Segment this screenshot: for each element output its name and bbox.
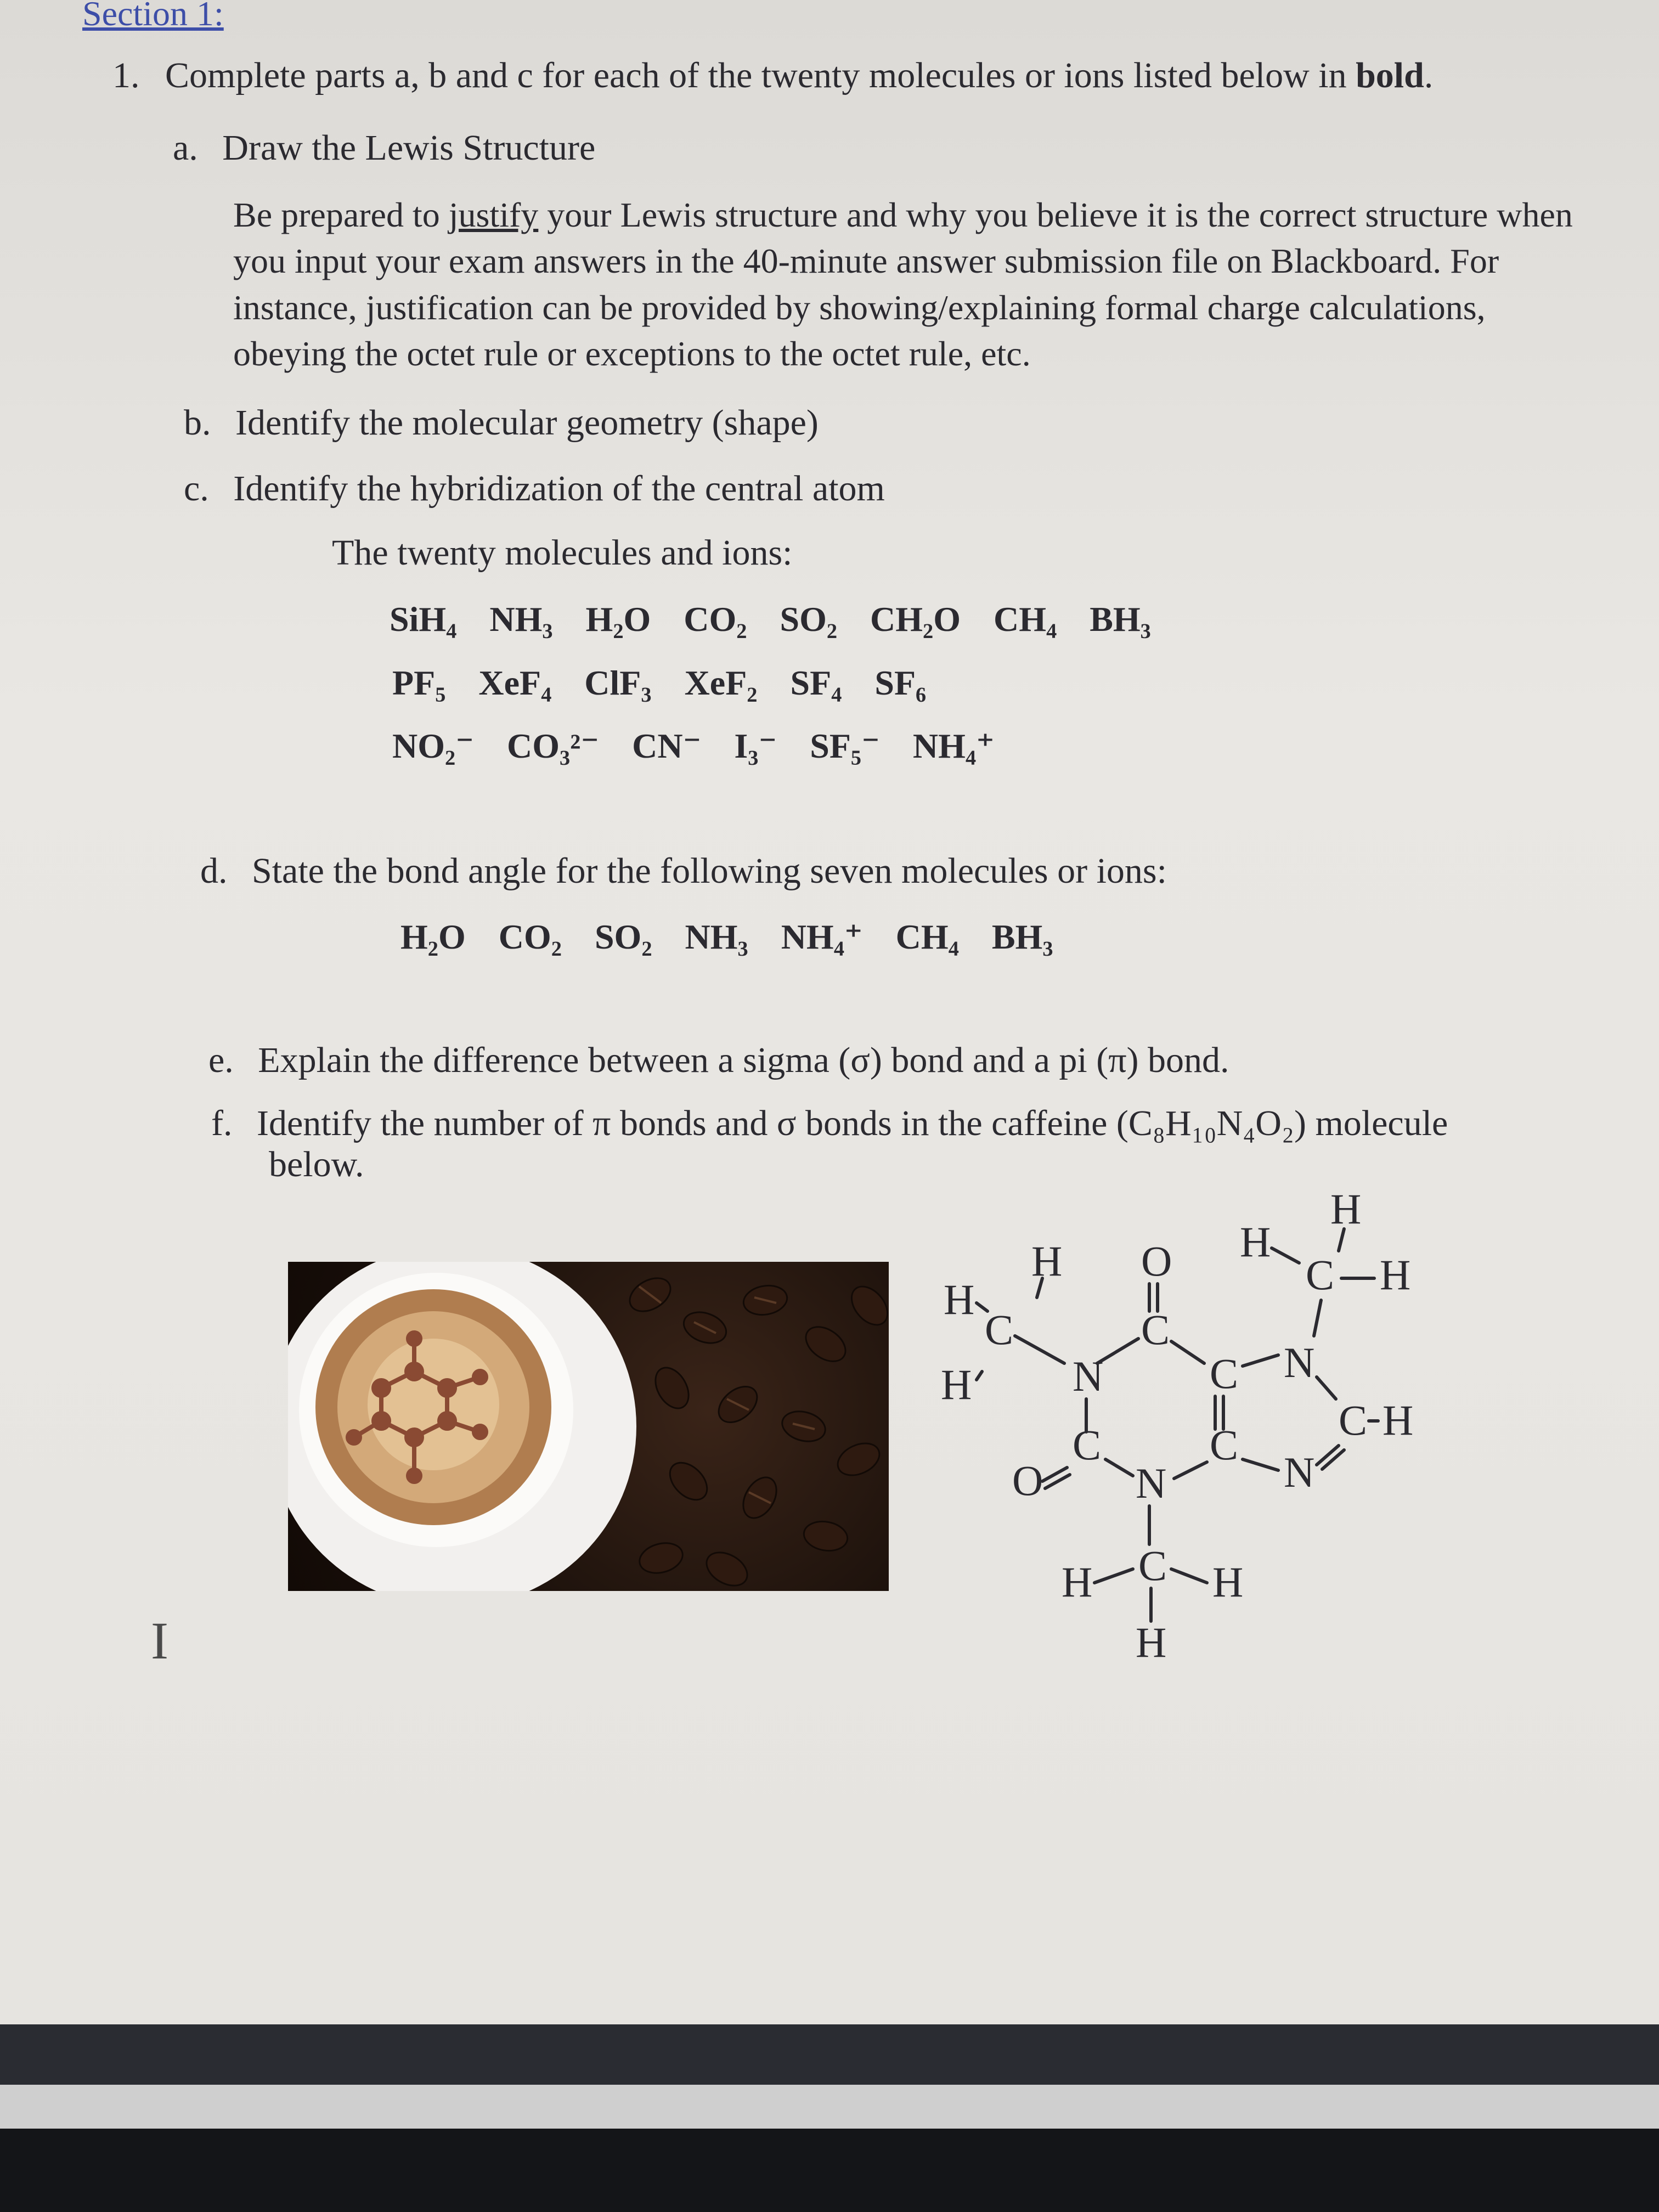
atom-c: C (1306, 1251, 1335, 1299)
atom-c: C (1141, 1306, 1170, 1353)
question-1 (112, 55, 1433, 97)
angle-molecule: H₂O (400, 917, 466, 956)
part-a-text: Draw the Lewis Structure (222, 128, 596, 168)
atom-h: H (1136, 1618, 1167, 1666)
angle-molecule: SO₂ (594, 917, 652, 956)
atom-n: N (1284, 1448, 1315, 1496)
angle-molecule: CO₂ (498, 917, 562, 956)
molecule: SF₄ (790, 663, 842, 702)
part-b-text: Identify the molecular geometry (shape) (235, 403, 819, 443)
atom-c: C (1210, 1421, 1239, 1469)
coffee-photo-art (288, 1262, 889, 1591)
atom-h: H (1383, 1396, 1414, 1444)
atom-o: O (1141, 1237, 1172, 1285)
question-bold: bold (1356, 55, 1424, 95)
atom-c: C (1210, 1350, 1239, 1397)
molecule: CO₂ (684, 600, 747, 639)
angle-molecule: BH₃ (991, 917, 1053, 956)
note-text-1: Be prepared to (233, 195, 449, 234)
molecule: NH₃ (489, 600, 553, 639)
molecule: SF₅⁻ (810, 726, 880, 765)
part-a-letter: a. (173, 128, 198, 168)
atom-h: H (1062, 1558, 1093, 1606)
molecule: CH₄ (994, 600, 1057, 639)
monitor-bezel-mid (0, 2085, 1659, 2129)
atom-h: H (944, 1276, 975, 1323)
monitor-bezel-bottom (0, 2129, 1659, 2212)
part-b-letter: b. (184, 403, 211, 443)
part-f-line2: below. (269, 1144, 364, 1184)
atom-h: H (1380, 1251, 1411, 1299)
part-f-line1: Identify the number of π bonds and σ bonds in the caffeine (C₈H₁₀N₄O₂) molecule (256, 1103, 1448, 1143)
part-a-note (233, 192, 1588, 377)
list-title: The twenty molecules and ions: (332, 533, 793, 573)
angle-molecule-row (400, 916, 1086, 957)
section-title: Section 1: (82, 0, 224, 33)
atom-h: H (1031, 1237, 1063, 1285)
atom-n: N (1073, 1352, 1104, 1400)
part-d-letter: d. (200, 851, 228, 891)
question-number: 1. (112, 55, 140, 95)
part-b (184, 402, 819, 444)
atom-n: N (1136, 1459, 1167, 1507)
atom-c: C (1339, 1396, 1368, 1444)
angle-molecule: NH₄⁺ (781, 917, 863, 956)
part-e-letter: e. (208, 1040, 234, 1080)
part-f (211, 1103, 1448, 1144)
atom-n: N (1284, 1339, 1315, 1386)
angle-molecule: CH₄ (895, 917, 959, 956)
angle-molecule: NH₃ (685, 917, 748, 956)
atom-h: H (1212, 1558, 1244, 1606)
molecule: CH₂O (870, 600, 961, 639)
part-f-letter: f. (211, 1103, 233, 1143)
part-e (208, 1040, 1229, 1081)
part-a (173, 127, 595, 169)
atom-c: C (1138, 1542, 1167, 1589)
molecule: XeF₄ (478, 663, 552, 702)
question-prefix: Complete parts a, b and c for each of the twenty molecules or ions listed below in (165, 55, 1356, 95)
molecule: SO₂ (780, 600, 838, 639)
molecule: SF₆ (874, 663, 927, 702)
molecule: PF₅ (392, 663, 446, 702)
atom-h: H (1240, 1218, 1271, 1266)
molecule: I₃⁻ (734, 726, 777, 765)
part-c (184, 468, 885, 510)
molecule: ClF₃ (584, 663, 652, 702)
molecule-row-1 (390, 599, 1184, 640)
atom-c: C (1073, 1421, 1102, 1469)
atom-o: O (1012, 1457, 1043, 1504)
note-text-2: your Lewis structure and why you believe it is the correct structure when you input your exam answers in the 40-minute answer submission file on Blackboard. For instance, justification can be provided by showing/explaining formal charge calculations, obeying the octet rule or exceptions to the octet rule, etc. (233, 195, 1573, 374)
monitor-bezel-top (0, 2024, 1659, 2085)
part-d (200, 850, 1167, 892)
coffee-photo (288, 1262, 889, 1591)
molecule: NO₂⁻ (392, 726, 474, 765)
part-c-text: Identify the hybridization of the central atom (233, 469, 885, 509)
molecule: NH₄⁺ (912, 726, 995, 765)
part-e-text: Explain the difference between a sigma (σ) bond and a pi (π) bond. (258, 1040, 1229, 1080)
question-suffix: . (1424, 55, 1434, 95)
atom-h: H (1330, 1185, 1362, 1233)
molecule: CO₃²⁻ (506, 726, 600, 765)
molecule-row-2 (392, 663, 959, 703)
text-cursor-icon: I (151, 1611, 168, 1670)
part-d-text: State the bond angle for the following seven molecules or ions: (252, 851, 1167, 891)
atom-h: H (941, 1361, 972, 1408)
note-justify: justify (448, 195, 539, 234)
part-c-letter: c. (184, 469, 209, 509)
caffeine-structure (933, 1180, 1481, 1673)
molecule: BH₃ (1090, 600, 1151, 639)
molecule: SiH₄ (390, 600, 457, 639)
atom-c: C (985, 1306, 1014, 1353)
molecule-row-3 (392, 725, 1028, 766)
molecule: XeF₂ (684, 663, 758, 702)
molecule: H₂O (585, 600, 651, 639)
molecule: CN⁻ (632, 726, 702, 765)
